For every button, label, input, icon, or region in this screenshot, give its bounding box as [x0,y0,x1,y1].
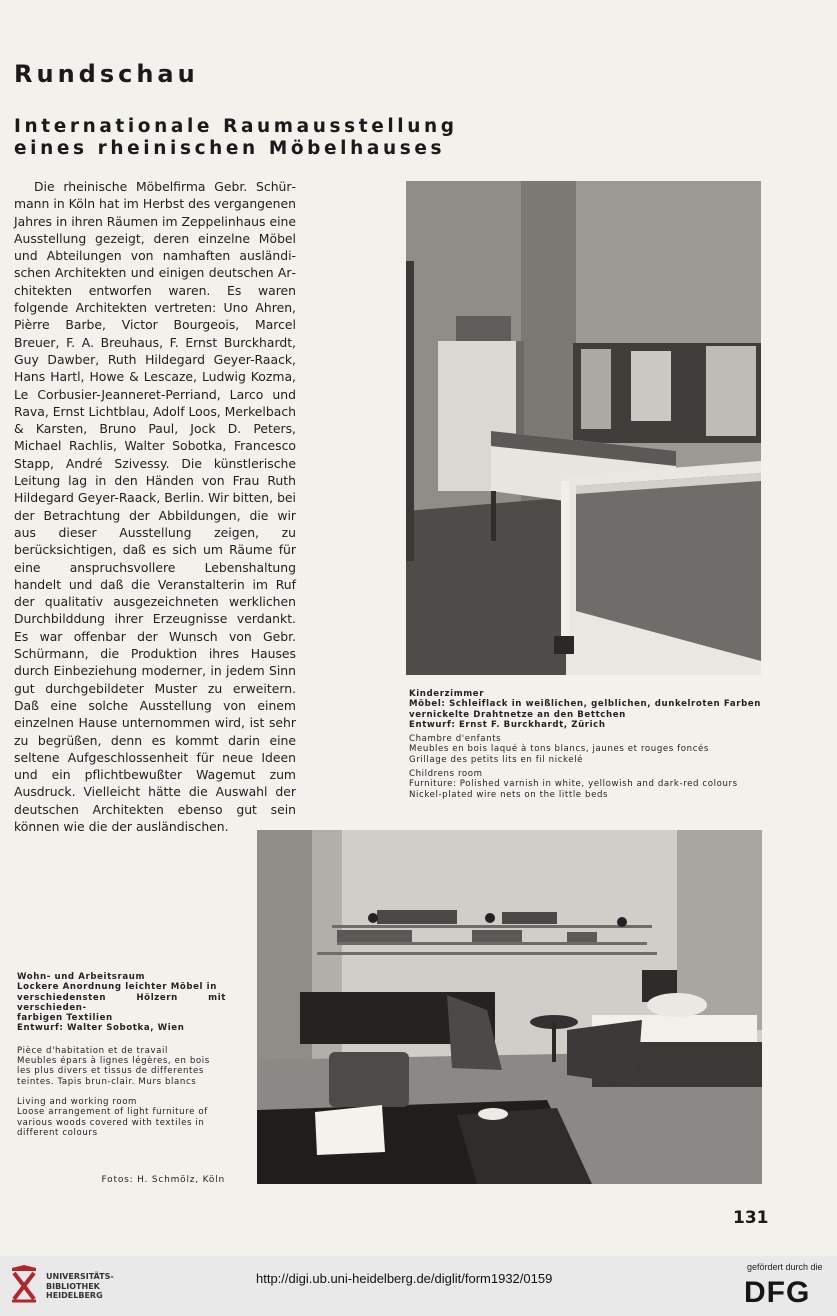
photo-living-room [257,830,762,1184]
caption-title: Wohn- und Arbeitsraum [17,972,145,982]
caption-title: Kinderzimmer [409,689,485,699]
caption-fr-line: les plus divers et tissus de differentes [17,1066,204,1077]
caption-de-line: farbigen Textilien [17,1013,113,1024]
caption-fr-line: Grillage des petits lits en fil nickelé [409,754,584,765]
caption-fr-line: Meubles épars à lignes légères, en bois [17,1056,210,1067]
caption-fr-line: Meubles en bois laqué à tons blancs, jaunes et rouges foncés [409,744,709,755]
caption-en-block [409,769,761,800]
dfg-logo[interactable]: DFG [744,1276,811,1309]
section-title: Rundschau [14,60,199,88]
university-name-line: HEIDELBERG [46,1291,103,1300]
caption-en-line: various woods covered with textiles in [17,1117,205,1128]
caption-en-block [17,1097,226,1138]
caption-fr-block [409,734,761,765]
headline-line-1: Internationale Raumausstellung [14,116,458,137]
caption-en-line: Nickel-plated wire nets on the little beds [409,789,609,800]
photo-childrens-room [406,181,761,675]
headline-line-2: eines rheinischen Möbelhauses [14,138,446,159]
caption-childrens-room [409,689,761,800]
caption-en-line: Childrens room [409,769,483,780]
caption-de-line: Lockere Anordnung leichter Möbel in [17,982,217,993]
university-name-line: BIBLIOTHEK [46,1281,100,1291]
page-number: 131 [733,1208,769,1228]
childrens-room-image [406,181,761,675]
caption-en-line: Furniture: Polished varnish in white, yellowish and dark-red colours [409,779,738,790]
article-headline [14,116,458,160]
university-name[interactable] [46,1272,114,1301]
caption-de-line: verschiedensten Hölzern mit verschieden- [17,992,226,1013]
caption-en-line: different colours [17,1127,98,1138]
caption-de-line: Entwurf: Ernst F. Burckhardt, Zürich [409,719,606,730]
caption-de-line: Möbel: Schleiflack in weißlichen, gelblichen, dunkelroten Farben [409,699,761,710]
funded-by-label: gefördert durch die [747,1262,823,1272]
caption-fr-line: Chambre d'enfants [409,734,502,745]
footer-bar [0,1256,837,1316]
caption-fr-line: Pièce d'habitation et de travail [17,1045,168,1056]
university-logo-icon[interactable] [9,1263,39,1303]
photo-credit: Fotos: H. Schmölz, Köln [101,1175,225,1185]
permalink-url[interactable]: http://digi.ub.uni-heidelberg.de/diglit/form1932/0159 [256,1271,553,1286]
caption-de-line: vernickelte Drahtnetze an den Bettchen [409,709,626,720]
article-body: Die rheinische Möbelfirma Gebr. Schürmann in Köln hat im Herbst des vergangenen Jahres in ihren Räumen im Zeppelinhaus eine Ausstellung gezeigt, deren einzelne Möbel und Abteilungen von namhaften ausländischen Architekten und einigen deutschen Architekten entworfen waren. Es waren folgende Architekten vertreten: Uno Ahren, Pièrre Barbe, Victor Bourgeois, Marcel Breuer, F. A. Breuhaus, F. Ernst Burckhardt, Guy Dawber, Ruth Hildegard Geyer-Raack, Hans Hartl, Howe & Lescaze, Ludwig Kozma, Le Corbusier-Jeanneret-Perriand, Larco und Rava, Ernst Lichtblau, Adolf Loos, Merkelbach & Karsten, Bruno Paul, Jock D. Peters, Michael Rachlis, Walter Sobotka, Francesco Stapp, André Szivessy. Die künstlerische Leitung lag in den Händen von Frau Ruth Hildegard Geyer-Raack, Berlin. Wir bitten, bei der Betrachtung der Abbildungen, die wir aus dieser Ausstellung zeigen, zu berücksichtigen, daß es sich um Räume für eine anspruchsvollere Lebenshaltung handelt und daß die Veranstalterin im Ruf der qualitativ ausgezeichneten werklichen Durchbilddung ihrer Erzeugnisse verdankt. Es war offenbar der Wunsch von Gebr. Schürmann, die Produktion ihres Hauses durch Einbeziehung moderner, in jedem Sinn gut durchgebildeter Muster zu erweitern. Daß eine solche Ausstellung von einem einzelnen Hause unternommen wird, ist sehr zu begrüßen, denn es kommt darin eine seltene Aufgeschlossenheit für neue Ideen und ein pflichtbewußter Wagemut zum Ausdruck. Vielleicht hätte die Auswahl der deutschen Architekten ebenso gut sein können wie die der ausländischen. [14,179,297,834]
university-name-line: UNIVERSITÄTS- [46,1272,114,1281]
caption-de-line: Entwurf: Walter Sobotka, Wien [17,1023,185,1034]
caption-fr-block [17,1046,226,1087]
caption-en-line: Living and working room [17,1096,138,1107]
living-room-image [257,830,762,1184]
caption-fr-line: teintes. Tapis brun-clair. Murs blancs [17,1076,197,1087]
caption-en-line: Loose arrangement of light furniture of [17,1107,208,1118]
caption-living-room [17,972,226,1138]
